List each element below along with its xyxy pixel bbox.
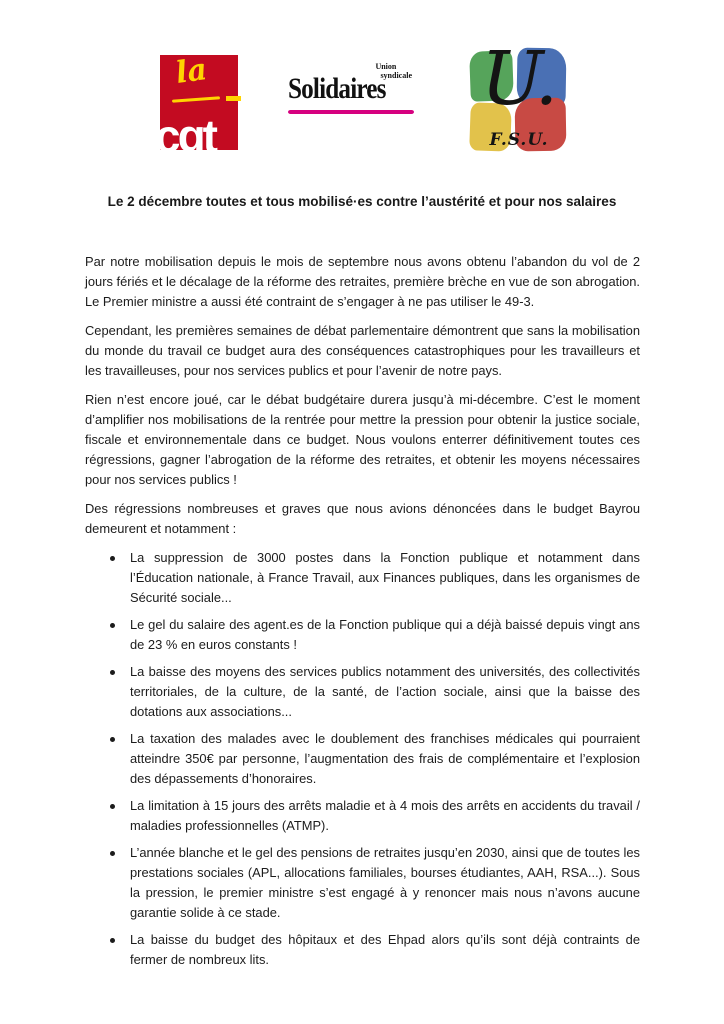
bullet-dot	[110, 938, 115, 943]
solidaires-pink-underline	[288, 110, 414, 114]
document-title: Le 2 décembre toutes et tous mobilisé·es contre l’austérité et pour nos salaires	[107, 194, 617, 209]
bullet-dot	[110, 670, 115, 675]
bullet-item-3	[85, 662, 640, 722]
bullet-text: La suppression de 3000 postes dans la Fonction publique et notamment dans l’Éducation nationale, à France Travail, aux Finances publiques, dans les organismes de Sécurité sociale...	[130, 550, 640, 605]
fsu-logo	[470, 36, 568, 152]
solidaires-syndicale-line: syndicale	[380, 70, 412, 80]
cgt-logo	[155, 52, 238, 162]
bullet-text: La limitation à 15 jours des arrêts maladie et à 4 mois des arrêts en accidents du travail / maladies professionnelles (ATMP).	[130, 798, 640, 833]
bullet-text: La baisse des moyens des services publics notamment des universités, des collectivités territoriales, de la culture, de la santé, de l’action sociale, ainsi que la baisse des dotations aux associations...	[130, 664, 640, 719]
bullet-text: La taxation des malades avec le doublement des franchises médicales qui pourraient atteindre 350€ par personne, l’augmentation des frais de complémentaire et l’explosion des dépassements d’honoraires.	[130, 731, 640, 786]
bullet-item-5	[85, 796, 640, 836]
bullet-dot	[110, 804, 115, 809]
paragraph-4: Des régressions nombreuses et graves que nous avions dénoncées dans le budget Bayrou demeurent et notamment :	[85, 501, 640, 536]
bullet-dot	[110, 556, 115, 561]
fsu-caption: F.S.U.	[489, 130, 549, 150]
solidaires-union-line: Union	[375, 62, 397, 71]
bullet-list	[85, 548, 640, 970]
bullet-text: Le gel du salaire des agent.es de la Fonction publique qui a déjà baissé depuis vingt ans de 23 % en euros constants !	[130, 617, 640, 652]
paragraph-1: Par notre mobilisation depuis le mois de septembre nous avons obtenu l’abandon du vol de 2 jours fériés et le décalage de la réforme des retraites, première brèche en vue de son abrogation. Le Premier ministre a aussi été contraint de s’engager à ne pas utiliser le 49-3.	[85, 254, 640, 309]
bullet-item-1	[85, 548, 640, 608]
solidaires-wordmark: Solidaires	[288, 72, 386, 105]
cgt-la-underline-swash	[172, 96, 220, 102]
bullet-item-4	[85, 729, 640, 789]
cgt-t-crossbar	[226, 96, 241, 101]
cgt-wordmark: cgt	[155, 110, 215, 162]
cgt-la-script-text: la	[173, 52, 210, 91]
document-body	[85, 252, 640, 977]
paragraph-2: Cependant, les premières semaines de débat parlementaire démontrent que sans la mobilisation du monde du travail ce budget aura des conséquences catastrophiques pour les travailleurs et les travailleuses, pour nos services publics et pour l’avenir de notre pays.	[85, 323, 640, 378]
bullet-text: La baisse du budget des hôpitaux et des Ehpad alors qu’ils sont déjà contraints de fermer de nombreux lits.	[130, 932, 640, 967]
paragraph-3: Rien n’est encore joué, car le débat budgétaire durera jusqu’à mi-décembre. C’est le moment d’amplifier nos mobilisations de la rentrée pour mettre la pression pour obtenir la justice sociale, fiscale et environnementale dans ce budget. Nous voulons enterrer définitivement toutes ces régressions, gagner l’abrogation de la réforme des retraites, et obtenir les moyens nécessaires pour nos services publics !	[85, 392, 640, 487]
fsu-u-monogram: U.	[481, 36, 557, 122]
bullet-item-7	[85, 930, 640, 970]
solidaires-logo	[288, 63, 416, 118]
bullet-item-6	[85, 843, 640, 923]
bullet-dot	[110, 623, 115, 628]
bullet-dot	[110, 851, 115, 856]
bullet-text: L’année blanche et le gel des pensions de retraites jusqu’en 2030, ainsi que de toutes les prestations sociales (APL, allocations familiales, bourses étudiantes, AAH, RSA...). Sous la pression, le premier ministre s’est engagé à y renoncer mais nous n’avons aucune garantie solide à ce stade.	[130, 845, 640, 920]
bullet-item-2	[85, 615, 640, 655]
bullet-dot	[110, 737, 115, 742]
